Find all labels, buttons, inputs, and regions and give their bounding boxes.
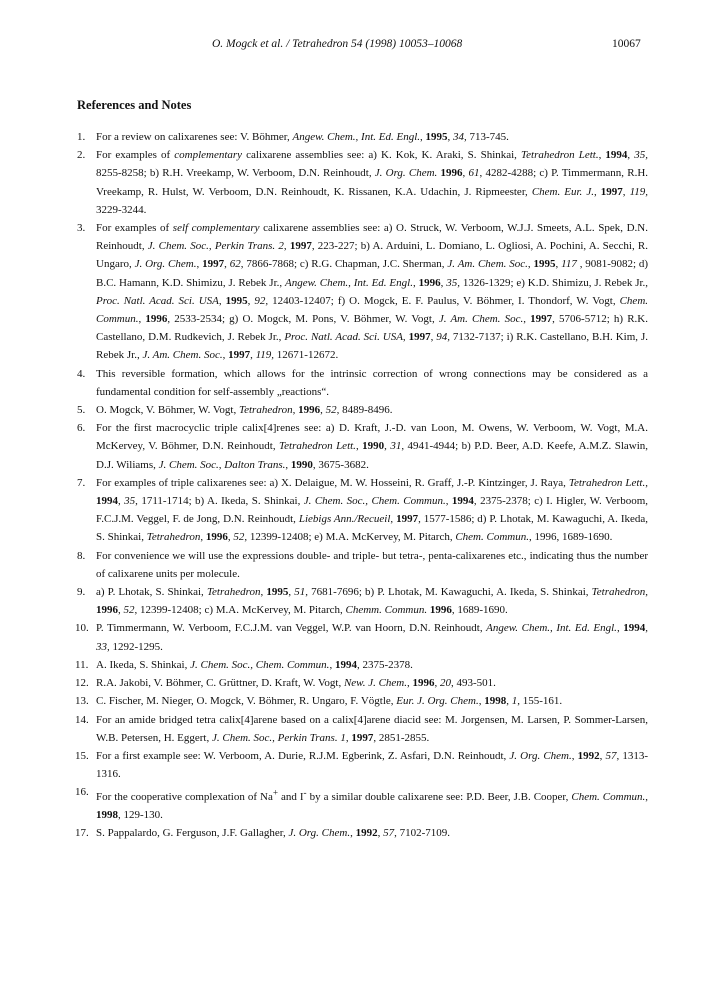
reference-run: , [645, 586, 648, 599]
reference-run: 713-745. [466, 131, 509, 143]
reference-item [77, 583, 648, 619]
reference-number: 6. [77, 422, 86, 435]
reference-run: , [555, 258, 562, 271]
reference-text [96, 622, 648, 652]
reference-run: For convenience we will use the expressions double- and triple- but tetra-, penta-calixarenes etc., indicating thus the number of calixarene units per molecule. [96, 549, 648, 580]
reference-run: 1313-1316. [96, 749, 649, 781]
reference-run: 1326-1329; e) K.D. Shimizu, J. Rebek Jr., [459, 276, 649, 289]
reference-year: 1996 [96, 604, 118, 617]
reference-journal: 1 [511, 695, 518, 708]
reference-number: 12. [75, 677, 89, 690]
reference-year: 1997 [396, 513, 419, 526]
reference-run: , [593, 185, 601, 198]
reference-journal: 94, [436, 331, 451, 344]
reference-year: 1994 [451, 495, 474, 508]
reference-run: , [218, 294, 226, 307]
reference-run: , [627, 149, 635, 162]
reference-run: C. Fischer, M. Nieger, O. Mogck, V. Böhmer, R. Ungaro, F. Vögtle, [96, 695, 397, 708]
reference-run: , [384, 440, 391, 453]
reference-run: For the first macrocyclic triple calix[4]renes see: a) D. Kraft, J.-D. van Loon, M. Owens, W. Verboom, W. Vogt, M.A. McKervey, V. Böhmer, D.N. Reinhoudt, [96, 422, 648, 453]
reference-run: + [272, 787, 279, 798]
reference-run: calixarene assemblies see: a) O. Struck, W. Verboom, W.J.J. Smeets, A.L. Spek, D.N. Reinhoudt, [96, 222, 648, 253]
reference-journal: Tetrahedron [591, 586, 646, 599]
reference-run: by a similar double calixarene see: P.D. Beer, J.B. Cooper, [306, 790, 572, 803]
reference-run: For examples of triple calixarenes see: a) X. Delaigue, M. W. Hosseini, R. Graff, J.-P. Kintzinger, J. Raya, [96, 476, 569, 489]
reference-year: 1998 [484, 695, 507, 708]
section-title: References and Notes [77, 98, 192, 112]
reference-run: A. Ikeda, S. Shinkai, [96, 658, 191, 671]
reference-run: , 12399-12408; e) M.A. McKervey, M. Pitarch, [244, 531, 456, 544]
reference-journal: Chem. Eur. J. [531, 185, 594, 198]
reference-run: , 129-130. [118, 809, 163, 822]
reference-journal: J. Am. Chem. Soc. [438, 313, 524, 326]
reference-item [77, 783, 648, 824]
reference-run: For an amide bridged tetra calix[4]arene based on a calix[4]arene diacid see: M. Jorgensen, M. Larsen, P. Sommer-Larsen, W.B. Petersen, H. Eggert, [96, 713, 648, 744]
reference-run: , [222, 349, 229, 362]
reference-journal: 31 [390, 440, 402, 453]
reference-run: and I [278, 790, 304, 803]
reference-journal: 62 [229, 258, 241, 271]
reference-journal: 61 [468, 167, 480, 180]
reference-number: 11. [75, 658, 89, 671]
reference-text [96, 750, 648, 780]
reference-run: , [462, 167, 469, 180]
reference-item [77, 146, 648, 219]
reference-journal: J. Org. Chem. [288, 827, 351, 840]
reference-run: , [390, 513, 397, 526]
reference-journal: complementary [174, 149, 243, 162]
reference-number: 2. [77, 149, 86, 162]
reference-year: 1992 [577, 749, 600, 762]
reference-number: 5. [77, 404, 86, 417]
reference-item [77, 419, 648, 474]
reference-journal: 35, [634, 149, 649, 162]
reference-journal: Proc. Natl. Acad. Sci. USA [96, 294, 219, 307]
reference-run: , 7102-7109. [394, 827, 451, 840]
reference-run: 3229-3244. [96, 203, 147, 216]
reference-text [96, 404, 393, 416]
reference-journal: 33, [96, 640, 110, 653]
reference-run: , 7681-7696; b) P. Lhotak, M. Kawaguchi, A. Ikeda, S. Shinkai, [305, 586, 592, 599]
reference-journal: self complementary [172, 222, 260, 235]
reference-run: This reversible formation, which allows for the intrinsic correction of wrong connections may be considered as a fundamental condition for self-assembly „reactions“. [96, 367, 648, 398]
reference-journal: J. Chem. Soc., Perkin Trans. 2 [147, 240, 284, 253]
reference-year: 1995 [225, 294, 248, 307]
reference-run: , 2533-2534; g) O. Mogck, M. Pons, V. Böhmer, W. Vogt, [167, 313, 439, 326]
reference-journal: Chemm. Commun. [345, 604, 428, 617]
reference-item [77, 692, 648, 710]
reference-run: , [506, 695, 512, 708]
reference-run: , [478, 695, 485, 708]
reference-list [77, 128, 648, 843]
reference-journal: J. Chem. Soc., Perkin Trans. 1 [212, 731, 346, 744]
reference-journal: Eur. J. Org. Chem. [396, 695, 479, 708]
reference-year: 1997 [530, 313, 553, 326]
reference-year: 1997 [408, 331, 431, 344]
reference-run: , 155-161. [517, 695, 563, 708]
reference-run: , [598, 149, 606, 162]
reference-run: , [599, 749, 606, 762]
reference-text [96, 222, 648, 361]
reference-number: 15. [75, 749, 89, 762]
reference-number: 9. [77, 586, 86, 599]
reference-run: , [355, 440, 363, 453]
reference-run: , [118, 604, 124, 617]
reference-journal: Tetrahedron Lett. [568, 476, 646, 489]
reference-number: 3. [77, 222, 86, 235]
reference-run: , [430, 331, 437, 344]
reference-journal: J. Am. Chem. Soc. [142, 349, 223, 362]
reference-run: , [250, 349, 256, 362]
reference-journal: Liebigs Ann./Recueil [298, 513, 391, 526]
reference-journal: Tetrahedron, [239, 404, 296, 417]
reference-run: , 4282-4288; c) P. Timmermann, R.H. Vreekamp, R. Hulst, W. Verboom, D.N. Reinhoudt, K. Rissanen, K.A. Udachin, J. Ripmeester, [96, 167, 649, 198]
reference-run: , [247, 294, 255, 307]
reference-item [77, 674, 648, 692]
reference-number: 13. [75, 695, 89, 708]
reference-year: 1995 [266, 586, 289, 599]
reference-item [77, 474, 648, 547]
reference-item [77, 128, 648, 146]
reference-journal: 57 [383, 827, 395, 840]
reference-item [77, 656, 648, 674]
reference-text [96, 550, 648, 580]
reference-journal: Tetrahedron [206, 586, 261, 599]
reference-journal: 35, [446, 276, 460, 289]
reference-run: , [440, 276, 447, 289]
reference-run: , 4941-4944; b) P.D. Beer, A.D. Keefe, A.M.Z. Slawin, D.J. Wiliams, [96, 440, 649, 471]
reference-item [77, 619, 648, 655]
reference-journal: 52 [233, 531, 245, 544]
reference-journal: Tetrahedron Lett. [279, 440, 356, 453]
reference-run: 1292-1295. [109, 640, 163, 653]
reference-year: 1998 [96, 809, 118, 822]
reference-journal: 119, [255, 349, 275, 362]
reference-run: , 493-501. [451, 677, 496, 690]
reference-run: , [402, 331, 409, 344]
reference-journal: J. Org. Chem. [374, 167, 438, 180]
reference-run: , [645, 622, 649, 635]
reference-run: , [320, 404, 326, 417]
reference-run: S. Pappalardo, G. Ferguson, J.F. Gallagher, [96, 827, 289, 840]
reference-year: 1992 [355, 827, 378, 840]
reference-run: , 3675-3682. [312, 458, 369, 471]
reference-journal: Tetrahedron Lett. [521, 149, 599, 162]
reference-run: , [260, 586, 267, 599]
reference-number: 7. [77, 476, 86, 489]
reference-text [96, 677, 496, 689]
reference-item [77, 747, 648, 783]
reference-year: 1996 [298, 404, 321, 417]
reference-run: , [527, 258, 534, 271]
page-number: 10067 [612, 38, 641, 50]
reference-journal: 92, [254, 294, 269, 307]
reference-year: 1997 [600, 185, 623, 198]
reference-text [96, 714, 648, 744]
running-head: O. Mogck et al. / Tetrahedron 54 (1998) 10053–10068 [212, 38, 463, 50]
reference-item [77, 824, 648, 842]
reference-year: 1990 [290, 458, 313, 471]
reference-year: 1990 [362, 440, 385, 453]
reference-run: P. Timmermann, W. Verboom, F.C.J.M. van Veggel, W.P. van Hoorn, D.N. Reinhoudt, [96, 622, 487, 635]
reference-journal: J. Chem. Soc., Chem. Commun. [303, 495, 446, 508]
reference-run: , [571, 749, 578, 762]
reference-run: , [350, 827, 356, 840]
reference-year: 1995 [533, 258, 556, 271]
reference-run: , 1577-1586; d) P. Lhotak, M. Kawaguchi, A. Ikeda, S. Shinkai, [96, 513, 648, 544]
reference-run: , [118, 495, 125, 508]
reference-text [96, 659, 413, 671]
reference-journal: J. Chem. Soc., Dalton Trans. [158, 458, 286, 471]
reference-item [77, 711, 648, 747]
reference-journal: 20 [440, 677, 451, 690]
reference-text [96, 131, 509, 143]
reference-journal: J. Chem. Soc., Chem. Commun. [190, 658, 330, 671]
reference-run: , [412, 276, 419, 289]
reference-item [77, 401, 648, 419]
reference-journal: Chem. Commun. [96, 294, 649, 326]
reference-journal: J. Org. Chem. [134, 258, 197, 271]
reference-run: , 9081-9082; d) B.C. Hamann, K.D. Shimizu, J. Rebek Jr., [96, 258, 649, 289]
reference-number: 8. [77, 549, 86, 562]
reference-journal: Proc. Natl. Acad. Sci. USA [284, 331, 403, 344]
reference-journal: 51 [294, 586, 306, 599]
reference-run: 8489-8496. [339, 404, 393, 417]
reference-journal: Chem. Commun. [455, 531, 529, 544]
reference-journal: Angew. Chem., Int. Ed. Engl. [285, 276, 413, 289]
reference-year: 1996 [440, 167, 463, 180]
reference-journal: 35 [124, 495, 136, 508]
reference-number: 17. [75, 827, 89, 840]
reference-run: , [445, 495, 452, 508]
reference-journal: 57, [605, 749, 620, 762]
reference-run: , 1996, 1689-1690. [528, 531, 613, 544]
reference-run: , 1711-1714; b) A. Ikeda, S. Shinkai, [135, 495, 304, 508]
reference-run: 7132-7137; i) R.K. Castellano, B.H. Kim, J. Rebek Jr., [96, 331, 648, 362]
reference-journal: Chem. Commun. [571, 790, 646, 803]
reference-run: , [407, 677, 413, 690]
reference-run: For the cooperative complexation of Na [96, 790, 273, 803]
reference-run: For a first example see: W. Verboom, A. Durie, R.J.M. Egberink, Z. Asfari, D.N. Reinhoudt, [96, 749, 510, 762]
reference-journal: 52 [123, 604, 135, 617]
reference-run: , [616, 622, 624, 635]
reference-run: For examples of [96, 222, 173, 235]
reference-run: , 2375-2378; c) I. Higler, W. Verboom, F.C.J.M. Veggel, F. de Jong, D.N. Reinhoudt, [96, 495, 649, 526]
reference-journal: 117 [561, 258, 577, 271]
reference-run: , 12399-12408; c) M.A. McKervey, M. Pitarch, [134, 604, 346, 617]
reference-item [77, 547, 648, 583]
reference-year: 1994 [334, 658, 357, 671]
reference-journal: Angew. Chem., Int. Ed. Engl. [486, 622, 617, 635]
reference-year: 1996 [418, 276, 441, 289]
reference-run: , [420, 131, 426, 143]
reference-run: calixarene assemblies see: a) K. Kok, K. Araki, S. Shinkai, [242, 149, 522, 162]
reference-year: 1995 [425, 131, 448, 143]
reference-text [96, 422, 648, 470]
reference-journal: J. Org. Chem. [509, 749, 572, 762]
reference-run: R.A. Jakobi, V. Böhmer, C. Grüttner, D. Kraft, W. Vogt, [96, 677, 344, 690]
reference-run: 12671-12672. [274, 349, 339, 362]
reference-run: , [200, 531, 206, 544]
reference-run: , [138, 313, 146, 326]
reference-number: 16. [75, 786, 89, 799]
reference-run: , 7866-7868; c) R.G. Chapman, J.C. Sherman, [240, 258, 448, 271]
reference-run: , [622, 185, 630, 198]
reference-run: 12403-12407; f) O. Mogck, E. F. Paulus, V. Böhmer, I. Thondorf, W. Vogt, [268, 294, 620, 307]
reference-year: 1996 [412, 677, 435, 690]
reference-run: For a review on calixarenes see: V. Böhmer, [96, 131, 293, 143]
reference-year: 1996 [145, 313, 168, 326]
reference-run: , [523, 313, 531, 326]
reference-journal: 52, [325, 404, 340, 417]
reference-item [77, 365, 648, 401]
reference-year: 1997 [289, 240, 312, 253]
reference-year: 1997 [351, 731, 374, 744]
reference-run: , [447, 131, 453, 143]
reference-run: , 223-227; b) A. Arduini, L. Domiano, L. Ogliosi, A. Pochini, A. Secchi, R. Ungaro, [96, 240, 649, 271]
reference-journal: Angew. Chem., Int. Ed. Engl. [292, 131, 420, 143]
reference-journal: New. J. Chem. [343, 677, 407, 690]
reference-text [96, 586, 648, 616]
reference-run: , [224, 258, 230, 271]
reference-run: , 2851-2855. [373, 731, 430, 744]
reference-run: , 5706-5712; h) R.K. Castellano, D.M. Rudkevich, J. Rebek Jr., [96, 313, 648, 344]
reference-text [96, 787, 649, 822]
reference-year: 1994 [96, 495, 118, 508]
reference-year: 1994 [605, 149, 628, 162]
reference-year: 1994 [623, 622, 646, 635]
reference-run: , [196, 258, 203, 271]
reference-number: 14. [75, 713, 89, 726]
reference-run: For examples of [96, 149, 175, 162]
reference-run: , [434, 677, 440, 690]
reference-run: , 2375-2378. [356, 658, 413, 671]
reference-item [77, 219, 648, 365]
reference-journal: 119, [629, 185, 649, 198]
reference-run: , [645, 476, 648, 489]
reference-run: , [645, 790, 649, 803]
reference-number: 4. [77, 367, 86, 380]
reference-text [96, 695, 562, 707]
reference-text [96, 477, 648, 544]
reference-run: - [303, 787, 307, 798]
reference-text [96, 149, 648, 216]
reference-run: , [345, 731, 352, 744]
reference-run: , [377, 827, 384, 840]
reference-run: , [329, 658, 335, 671]
reference-run: , [227, 531, 234, 544]
reference-journal: J. Am. Chem. Soc. [447, 258, 528, 271]
reference-text [96, 827, 450, 839]
reference-journal: Tetrahedron [146, 531, 201, 544]
reference-run: , [288, 586, 295, 599]
reference-year: 1997 [228, 349, 251, 362]
reference-number: 10. [75, 622, 89, 635]
reference-run: O. Mogck, V. Böhmer, W. Vogt, [96, 404, 239, 417]
reference-year: 1996 [205, 531, 228, 544]
reference-run: , 1689-1690. [451, 604, 508, 617]
reference-number: 1. [77, 131, 86, 143]
reference-run: 8255-8258; b) R.H. Vreekamp, W. Verboom, D.N. Reinhoudt, [96, 167, 375, 180]
reference-run: , [285, 458, 291, 471]
reference-year: 1996 [429, 604, 452, 617]
reference-year: 1997 [202, 258, 225, 271]
reference-journal: 34, [453, 131, 467, 143]
reference-run: a) P. Lhotak, S. Shinkai, [96, 586, 207, 599]
reference-run: , [283, 240, 290, 253]
reference-text [96, 368, 648, 398]
